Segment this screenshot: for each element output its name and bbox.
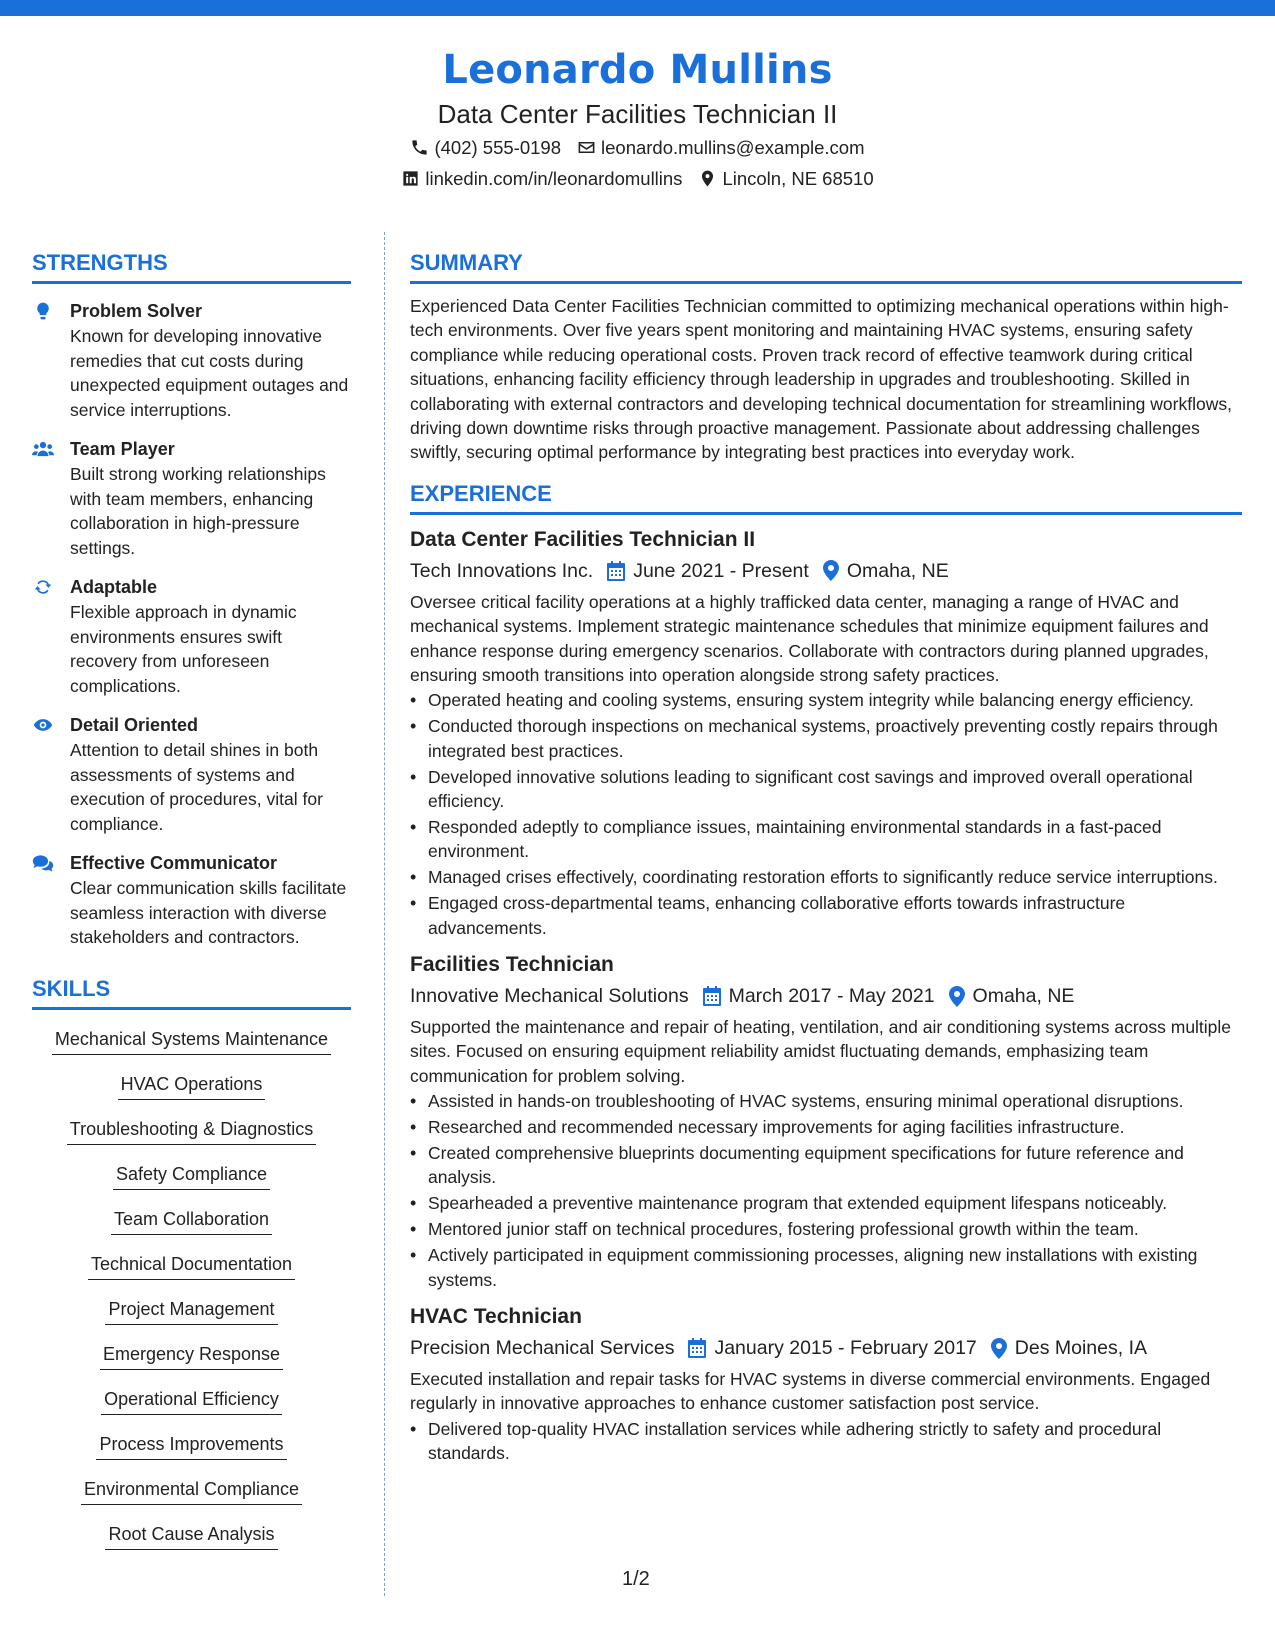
contact-row-2 bbox=[0, 163, 1275, 194]
strength-title: Team Player bbox=[70, 439, 175, 459]
strength-desc: Built strong working relationships with team members, enhancing collaboration in high-pressure settings. bbox=[70, 464, 326, 558]
strength-title: Problem Solver bbox=[70, 301, 203, 321]
page-number: 1/2 bbox=[622, 1568, 650, 1590]
company-name: Tech Innovations Inc. bbox=[410, 559, 594, 582]
skill-tag: Emergency Response bbox=[100, 1341, 283, 1370]
strength-item bbox=[32, 436, 351, 560]
job-dates: March 2017 - May 2021 bbox=[728, 985, 935, 1008]
strength-title: Effective Communicator bbox=[70, 853, 278, 873]
bullet-item: • Spearheaded a preventive maintenance program that extended equipment lifespans noticeably. bbox=[410, 1191, 1242, 1215]
calendar-icon bbox=[688, 1338, 706, 1358]
skill-tag: Process Improvements bbox=[96, 1431, 286, 1460]
strength-item bbox=[32, 574, 351, 698]
map-marker-icon bbox=[698, 169, 717, 188]
job-meta bbox=[410, 556, 1242, 586]
strength-item bbox=[32, 712, 351, 836]
job-description: Supported the maintenance and repair of heating, ventilation, and air conditioning systems across multiple sites. Focused on ensuring equipment reliability amidst fluctuating demands, emphasizing team communication for problem solving. bbox=[410, 1017, 1232, 1086]
users-icon bbox=[32, 439, 54, 459]
location-contact bbox=[698, 168, 873, 190]
email-contact[interactable] bbox=[577, 137, 865, 159]
job-bullets bbox=[410, 1417, 1242, 1466]
job-entry bbox=[410, 525, 1242, 940]
lightbulb-icon bbox=[32, 301, 54, 321]
job-dates: June 2021 - Present bbox=[633, 559, 809, 582]
strength-desc: Flexible approach in dynamic environments ensures swift recovery from unforeseen complications. bbox=[70, 602, 297, 696]
candidate-name: Leonardo Mullins bbox=[442, 47, 833, 93]
job-description: Oversee critical facility operations at a highly trafficked data center, managing a range of HVAC and mechanical systems. Implement strategic maintenance schedules that minimize equipment failures and enhance response during emergency scenarios. Collaborate with contractors during planned upgrades, ensuring smooth transitions into operation alongside strong safety practices. bbox=[410, 591, 1209, 686]
map-marker-icon bbox=[991, 1338, 1007, 1359]
top-accent-bar bbox=[0, 0, 1275, 16]
skill-tag: Root Cause Analysis bbox=[105, 1521, 277, 1550]
phone-icon bbox=[410, 138, 429, 157]
strength-title: Detail Oriented bbox=[70, 715, 199, 735]
job-title: HVAC Technician bbox=[410, 1305, 582, 1328]
summary-heading: SUMMARY bbox=[410, 248, 1242, 284]
bullet-item: • Mentored junior staff on technical procedures, fostering professional growth within the team. bbox=[410, 1217, 1242, 1241]
bullet-item: • Engaged cross-departmental teams, enhancing collaborative efforts towards infrastructure advancements. bbox=[410, 891, 1242, 940]
envelope-icon bbox=[577, 138, 596, 157]
strength-desc: Known for developing innovative remedies that cut costs during unexpected equipment outages and service interruptions. bbox=[70, 326, 349, 420]
company-name: Precision Mechanical Services bbox=[410, 1337, 675, 1359]
bullet-item: • Actively participated in equipment commissioning processes, aligning new installations with existing systems. bbox=[410, 1243, 1242, 1292]
bullet-item: • Delivered top-quality HVAC installation services while adhering strictly to safety and procedural standards. bbox=[410, 1417, 1242, 1466]
bullet-item: • Created comprehensive blueprints documenting equipment specifications for future reference and analysis. bbox=[410, 1141, 1242, 1190]
job-description: Executed installation and repair tasks for HVAC systems in diverse commercial environments. Engaged regularly in innovative approaches to enhance customer satisfaction post service. bbox=[410, 1369, 1211, 1414]
bullet-item: • Responded adeptly to compliance issues, maintaining environmental standards in a fast-paced environment. bbox=[410, 815, 1242, 864]
sync-icon bbox=[32, 577, 54, 597]
job-bullets bbox=[410, 688, 1242, 940]
company-name: Innovative Mechanical Solutions bbox=[410, 985, 689, 1008]
skill-tag: Team Collaboration bbox=[111, 1206, 272, 1235]
resume-header bbox=[0, 44, 1275, 194]
skill-tag: Project Management bbox=[105, 1296, 277, 1325]
linkedin-contact[interactable] bbox=[401, 168, 682, 190]
job-location: Omaha, NE bbox=[972, 985, 1075, 1008]
strengths-heading: STRENGTHS bbox=[32, 248, 351, 284]
strength-title: Adaptable bbox=[70, 577, 158, 597]
job-entry bbox=[410, 950, 1242, 1292]
map-marker-icon bbox=[949, 986, 965, 1007]
comments-icon bbox=[32, 853, 54, 873]
column-divider bbox=[384, 232, 385, 1596]
job-dates: January 2015 - February 2017 bbox=[714, 1337, 977, 1359]
calendar-icon bbox=[703, 986, 721, 1006]
location-text: Lincoln, NE 68510 bbox=[722, 167, 874, 189]
email-text: leonardo.mullins@example.com bbox=[601, 136, 865, 158]
linkedin-text: linkedin.com/in/leonardomullins bbox=[425, 167, 683, 189]
skill-tag: Technical Documentation bbox=[88, 1251, 295, 1280]
skill-tag: HVAC Operations bbox=[118, 1071, 266, 1100]
bullet-item: • Managed crises effectively, coordinating restoration efforts to significantly reduce service interruptions. bbox=[410, 865, 1242, 889]
skills-list bbox=[32, 1026, 351, 1566]
strength-desc: Attention to detail shines in both assessments of systems and execution of procedures, vital for compliance. bbox=[70, 740, 323, 834]
right-column bbox=[410, 248, 1242, 1467]
skill-tag: Safety Compliance bbox=[113, 1161, 270, 1190]
bullet-item: • Operated heating and cooling systems, ensuring system integrity while balancing energy efficiency. bbox=[410, 688, 1242, 712]
phone-contact bbox=[410, 137, 561, 159]
map-marker-icon bbox=[823, 560, 839, 581]
strength-item bbox=[32, 298, 351, 422]
summary-text: Experienced Data Center Facilities Technician committed to optimizing mechanical operations within high-tech environments. Over five years spent monitoring and maintaining HVAC systems, ensuring safety compliance while reducing operational costs. Proven track record of effective teamwork during critical situations, enhancing facility efficiency through leadership in upgrades and troubleshooting. Skilled in collaborating with external contractors and developing technical documentation for streamlining workflows, driving down downtime risks through proactive management. Passionate about addressing challenges swiftly, securing optimal performance by integrating best practices into everyday work. bbox=[410, 296, 1232, 463]
strength-desc: Clear communication skills facilitate seamless interaction with diverse stakeholders and contractors. bbox=[70, 878, 347, 947]
calendar-icon bbox=[607, 561, 625, 581]
skills-heading: SKILLS bbox=[32, 974, 351, 1010]
job-meta bbox=[410, 981, 1242, 1011]
skill-tag: Mechanical Systems Maintenance bbox=[52, 1026, 331, 1055]
contact-row-1 bbox=[0, 132, 1275, 163]
candidate-title: Data Center Facilities Technician II bbox=[437, 99, 838, 129]
strength-item bbox=[32, 850, 351, 950]
job-location: Des Moines, IA bbox=[1014, 1337, 1147, 1359]
skill-tag: Operational Efficiency bbox=[101, 1386, 282, 1415]
bullet-item: • Developed innovative solutions leading to significant cost savings and improved overall operational efficiency. bbox=[410, 765, 1242, 814]
job-bullets bbox=[410, 1089, 1242, 1292]
job-title: Facilities Technician bbox=[410, 953, 614, 977]
bullet-item: • Researched and recommended necessary improvements for aging facilities infrastructure. bbox=[410, 1115, 1242, 1139]
left-column bbox=[32, 248, 351, 1566]
eye-icon bbox=[32, 715, 54, 735]
skill-tag: Environmental Compliance bbox=[81, 1476, 302, 1505]
job-location: Omaha, NE bbox=[846, 559, 949, 582]
job-title: Data Center Facilities Technician II bbox=[410, 527, 756, 551]
linkedin-icon bbox=[401, 169, 420, 188]
bullet-item: • Assisted in hands-on troubleshooting of HVAC systems, ensuring minimal operational disruptions. bbox=[410, 1089, 1242, 1113]
experience-heading: EXPERIENCE bbox=[410, 479, 1242, 515]
bullet-item: • Conducted thorough inspections on mechanical systems, proactively preventing costly repairs through integrated best practices. bbox=[410, 714, 1242, 763]
skill-tag: Troubleshooting & Diagnostics bbox=[67, 1116, 316, 1145]
job-entry bbox=[410, 1302, 1242, 1466]
job-meta bbox=[410, 1333, 1242, 1363]
phone-text: (402) 555-0198 bbox=[434, 136, 561, 158]
